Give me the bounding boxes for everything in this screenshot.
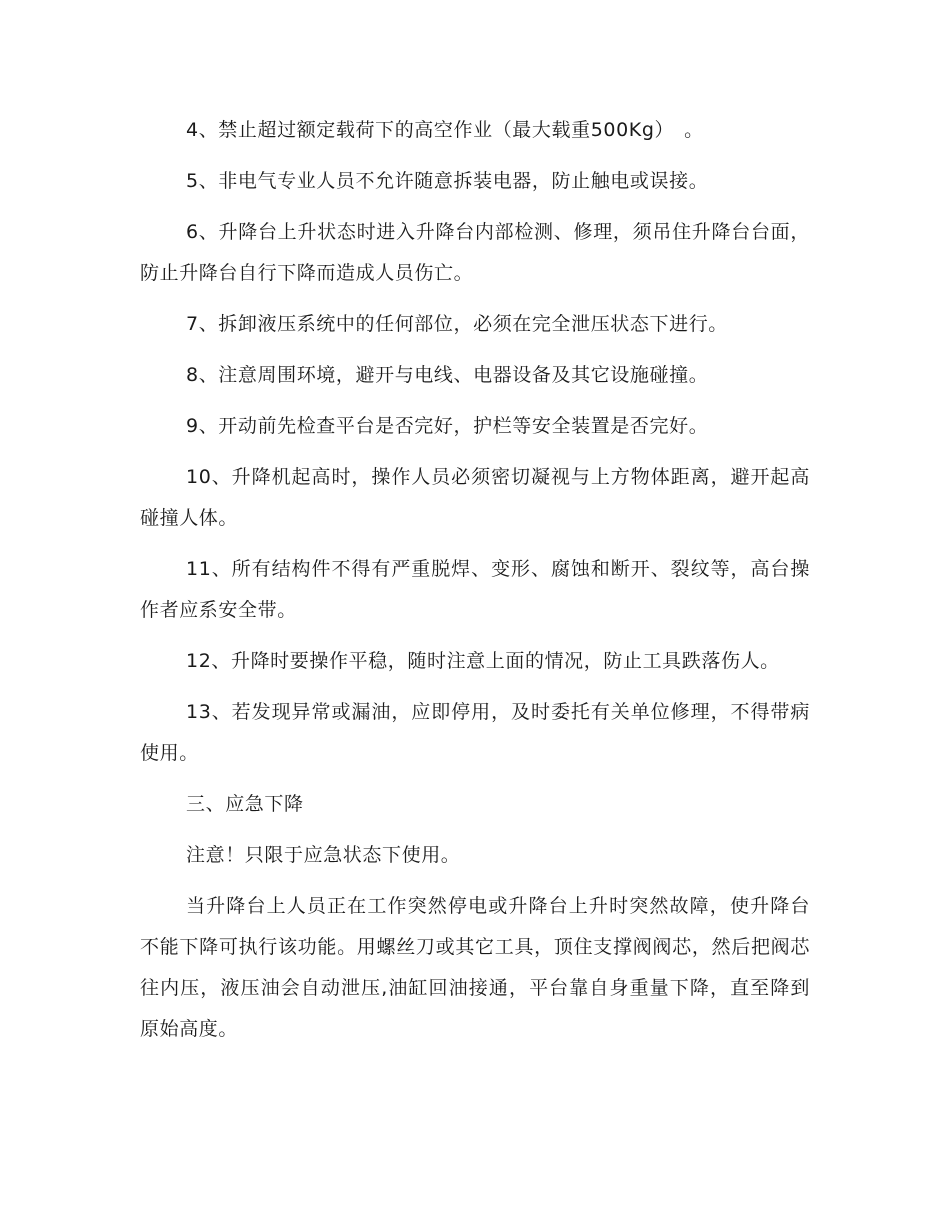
document-body	[140, 110, 810, 1050]
section-heading-emergency-descent: 三、应急下降	[186, 793, 304, 815]
rule-9-paragraph: 9、开动前先检查平台是否完好，护栏等安全装置是否完好。	[186, 415, 709, 437]
rule-8-paragraph: 8、注意周围环境，避开与电线、电器设备及其它设施碰撞。	[186, 364, 709, 386]
warning-note: 注意！只限于应急状态下使用。	[186, 844, 461, 866]
emergency-descent-paragraph: 当升降台上人员正在工作突然停电或升降台上升时突然故障，使升降台不能下降可执行该功能。用螺丝刀或其它工具，顶住支撑阀阀芯，然后把阀芯往内压，液压油会自动泄压,油缸回油接通，平台靠自身重量下降，直至降到原始高度。	[140, 895, 810, 1040]
rule-5-paragraph: 5、非电气专业人员不允许随意拆装电器，防止触电或误接。	[186, 170, 709, 192]
rule-4-paragraph: 4、禁止超过额定载荷下的高空作业（最大载重500Kg） 。	[186, 119, 704, 141]
rule-7-paragraph: 7、拆卸液压系统中的任何部位，必须在完全泄压状态下进行。	[186, 313, 728, 335]
rule-10-paragraph: 10、升降机起高时，操作人员必须密切凝视与上方物体距离，避开起高碰撞人体。	[140, 466, 810, 529]
rule-12-paragraph: 12、升降时要操作平稳，随时注意上面的情况，防止工具跌落伤人。	[186, 650, 780, 672]
rule-6-paragraph: 6、升降台上升状态时进入升降台内部检测、修理，须吊住升降台台面，防止升降台自行下降而造成人员伤亡。	[140, 221, 810, 284]
rule-13-paragraph: 13、若发现异常或漏油，应即停用，及时委托有关单位修理，不得带病使用。	[140, 701, 810, 764]
rule-11-paragraph: 11、所有结构件不得有严重脱焊、变形、腐蚀和断开、裂纹等，高台操作者应系安全带。	[140, 558, 810, 621]
